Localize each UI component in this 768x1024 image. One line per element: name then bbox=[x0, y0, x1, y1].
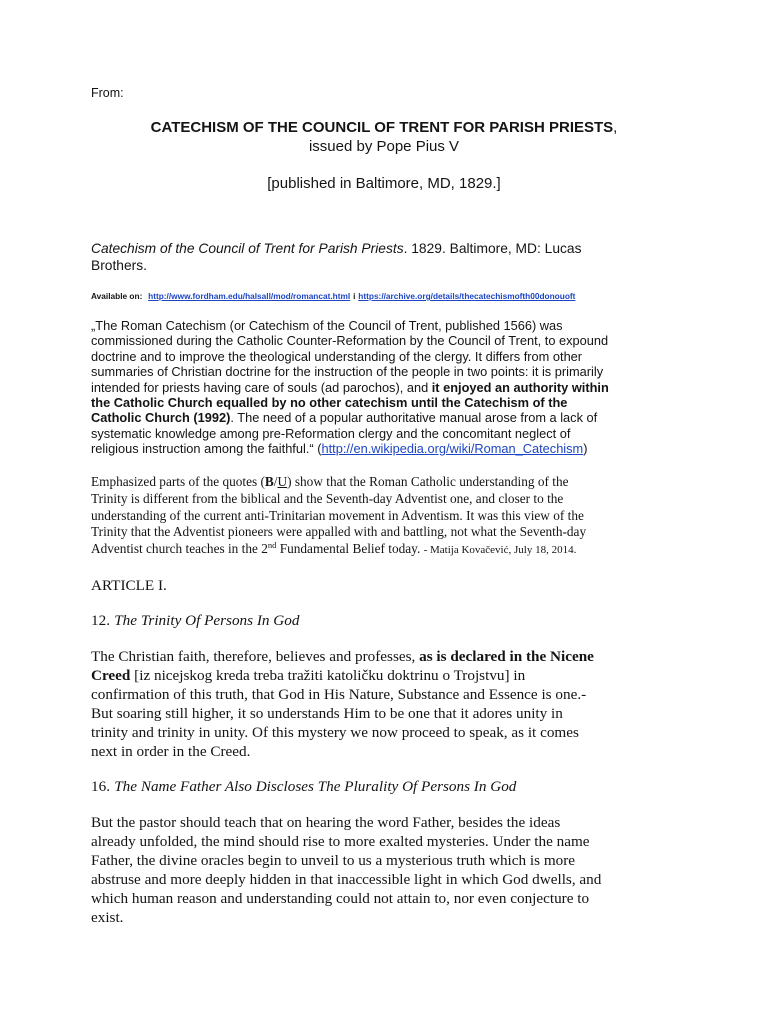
wikipedia-quote bbox=[91, 318, 609, 457]
quote-text: summaries of Christian doctrine for the instruction of the people in two points: it is primarily bbox=[91, 364, 604, 380]
quote-line bbox=[91, 395, 609, 410]
author-signature: - Matija Kovačević, July 18, 2014. bbox=[423, 544, 577, 557]
commentary bbox=[91, 474, 586, 559]
quote-line bbox=[91, 410, 609, 425]
body-text: [iz nicejskog kreda treba tražiti katoličku doktrinu o Trojstvu] in bbox=[130, 667, 526, 684]
section-title: The Name Father Also Discloses The Plurality Of Persons In God bbox=[114, 778, 517, 795]
document-title-line bbox=[0, 119, 768, 137]
body-line bbox=[91, 723, 594, 742]
body-line bbox=[91, 908, 601, 927]
body-line bbox=[91, 832, 601, 851]
body-line bbox=[91, 704, 594, 723]
body-line bbox=[91, 742, 594, 761]
body-emphasis: Creed bbox=[91, 667, 131, 684]
bold-marker: B bbox=[264, 474, 274, 489]
quote-line bbox=[91, 364, 609, 379]
body-text: exist. bbox=[91, 909, 124, 926]
quote-line bbox=[91, 426, 609, 441]
body-line bbox=[91, 889, 601, 908]
body-text: But soaring still higher, it so understands Him to be one that it adores unity in bbox=[91, 705, 563, 722]
commentary-text: Trinity is different from the biblical and the Seventh-day Adventist one, and closer to the bbox=[91, 490, 564, 506]
quote-text: „The Roman Catechism (or Catechism of the Council of Trent, published 1566) was bbox=[91, 318, 563, 333]
section-heading bbox=[91, 611, 299, 630]
quote-emphasis: Catholic Church (1992) bbox=[91, 410, 231, 426]
body-line bbox=[91, 870, 601, 889]
body-line bbox=[91, 851, 601, 870]
body-line bbox=[91, 813, 601, 832]
commentary-text: understanding of the current anti-Trinitarian movement in Adventism. It was this view of the bbox=[91, 507, 584, 523]
commentary-line bbox=[91, 524, 586, 541]
archive-link[interactable]: https://archive.org/details/thecatechismofth00donouoft bbox=[358, 291, 576, 301]
section-body bbox=[91, 647, 594, 761]
quote-emphasis: it enjoyed an authority within bbox=[431, 379, 609, 395]
body-text: Father, the divine oracles begin to unveil to us a mysterious truth which is more bbox=[91, 852, 576, 869]
quote-text: doctrine and to improve the theological understanding of the clergy. It differs from other bbox=[91, 348, 583, 364]
article-heading: ARTICLE I. bbox=[91, 577, 167, 594]
quote-emphasis: the Catholic Church equalled by no other catechism until the Catechism of the bbox=[91, 395, 568, 411]
ordinal-superscript: nd bbox=[267, 540, 277, 551]
from-label: From: bbox=[91, 86, 124, 100]
section-number: 12. bbox=[91, 612, 110, 629]
citation-book-title: Catechism of the Council of Trent for Parish Priests bbox=[91, 241, 404, 256]
commentary-line bbox=[91, 474, 586, 491]
quote-line bbox=[91, 318, 609, 333]
body-text: trinity and trinity in unity. Of this mystery we now proceed to speak, as it comes bbox=[91, 724, 579, 741]
quote-text: systematic knowledge among pre-Reformation clergy and the concomitant neglect of bbox=[91, 425, 571, 441]
body-text: confirmation of this truth, that God in His Nature, Substance and Essence is one.- bbox=[91, 686, 587, 703]
quote-line bbox=[91, 333, 609, 348]
commentary-text: ) show that the Roman Catholic understanding of the bbox=[287, 474, 569, 489]
commentary-text: / bbox=[273, 474, 278, 489]
commentary-text: Emphasized parts of the quotes ( bbox=[91, 474, 265, 489]
citation-details: . 1829. Baltimore, MD: Lucas bbox=[403, 241, 582, 256]
citation bbox=[91, 240, 582, 274]
quote-text: intended for priests having care of souls (ad parochos), and bbox=[91, 379, 432, 395]
publication-note: [published in Baltimore, MD, 1829.] bbox=[267, 175, 501, 192]
quote-line bbox=[91, 349, 609, 364]
source-conjunction: i bbox=[353, 291, 356, 301]
wikipedia-link[interactable]: http://en.wikipedia.org/wiki/Roman_Catechism bbox=[321, 441, 584, 457]
quote-text: . The need of a popular authoritative manual arose from a lack of bbox=[230, 410, 598, 426]
quote-text: ) bbox=[583, 441, 588, 457]
commentary-text: Fundamental Belief today. bbox=[276, 541, 424, 557]
body-text: But the pastor should teach that on hearing the word Father, besides the ideas bbox=[91, 814, 561, 831]
title-punctuation: , bbox=[613, 119, 618, 136]
body-text: already unfolded, the mind should rise to more exalted mysteries. Under the name bbox=[91, 833, 590, 850]
section-number: 16. bbox=[91, 778, 110, 795]
body-text: abstruse and more deeply hidden in that inaccessible light in which God dwells, and bbox=[91, 871, 602, 888]
commentary-line bbox=[91, 491, 586, 508]
commentary-text: Adventist church teaches in the 2 bbox=[91, 541, 268, 557]
underline-marker: U bbox=[277, 474, 288, 489]
available-sources bbox=[91, 291, 575, 302]
commentary-line bbox=[91, 508, 586, 525]
commentary-text: Trinity that the Adventist pioneers were appalled with and battling, not what the Seventh-day bbox=[91, 524, 587, 540]
body-text: next in order in the Creed. bbox=[91, 743, 251, 760]
citation-line bbox=[91, 240, 582, 257]
body-line bbox=[91, 666, 594, 685]
section-heading bbox=[91, 777, 516, 796]
commentary-line bbox=[91, 541, 586, 559]
document-title: CATECHISM OF THE COUNCIL OF TRENT FOR PARISH PRIESTS bbox=[150, 119, 614, 136]
body-line bbox=[91, 647, 594, 666]
citation-publisher: Brothers. bbox=[91, 258, 147, 273]
body-emphasis: as is declared in the Nicene bbox=[419, 648, 594, 665]
fordham-link[interactable]: http://www.fordham.edu/halsall/mod/romancat.html bbox=[148, 291, 351, 301]
available-label: Available on: bbox=[91, 291, 143, 301]
quote-text: religious instruction among the faithful.“ ( bbox=[91, 441, 322, 457]
body-text: The Christian faith, therefore, believes and professes, bbox=[91, 648, 420, 665]
quote-text: commissioned during the Catholic Counter-Reformation by the Council of Trent, to expound bbox=[91, 333, 609, 349]
quote-line bbox=[91, 380, 609, 395]
section-body bbox=[91, 813, 601, 927]
quote-line bbox=[91, 441, 609, 456]
body-text: which human reason and understanding could not attain to, nor even conjecture to bbox=[91, 890, 590, 907]
body-line bbox=[91, 685, 594, 704]
section-title: The Trinity Of Persons In God bbox=[114, 612, 300, 629]
document-subtitle: issued by Pope Pius V bbox=[308, 138, 460, 155]
